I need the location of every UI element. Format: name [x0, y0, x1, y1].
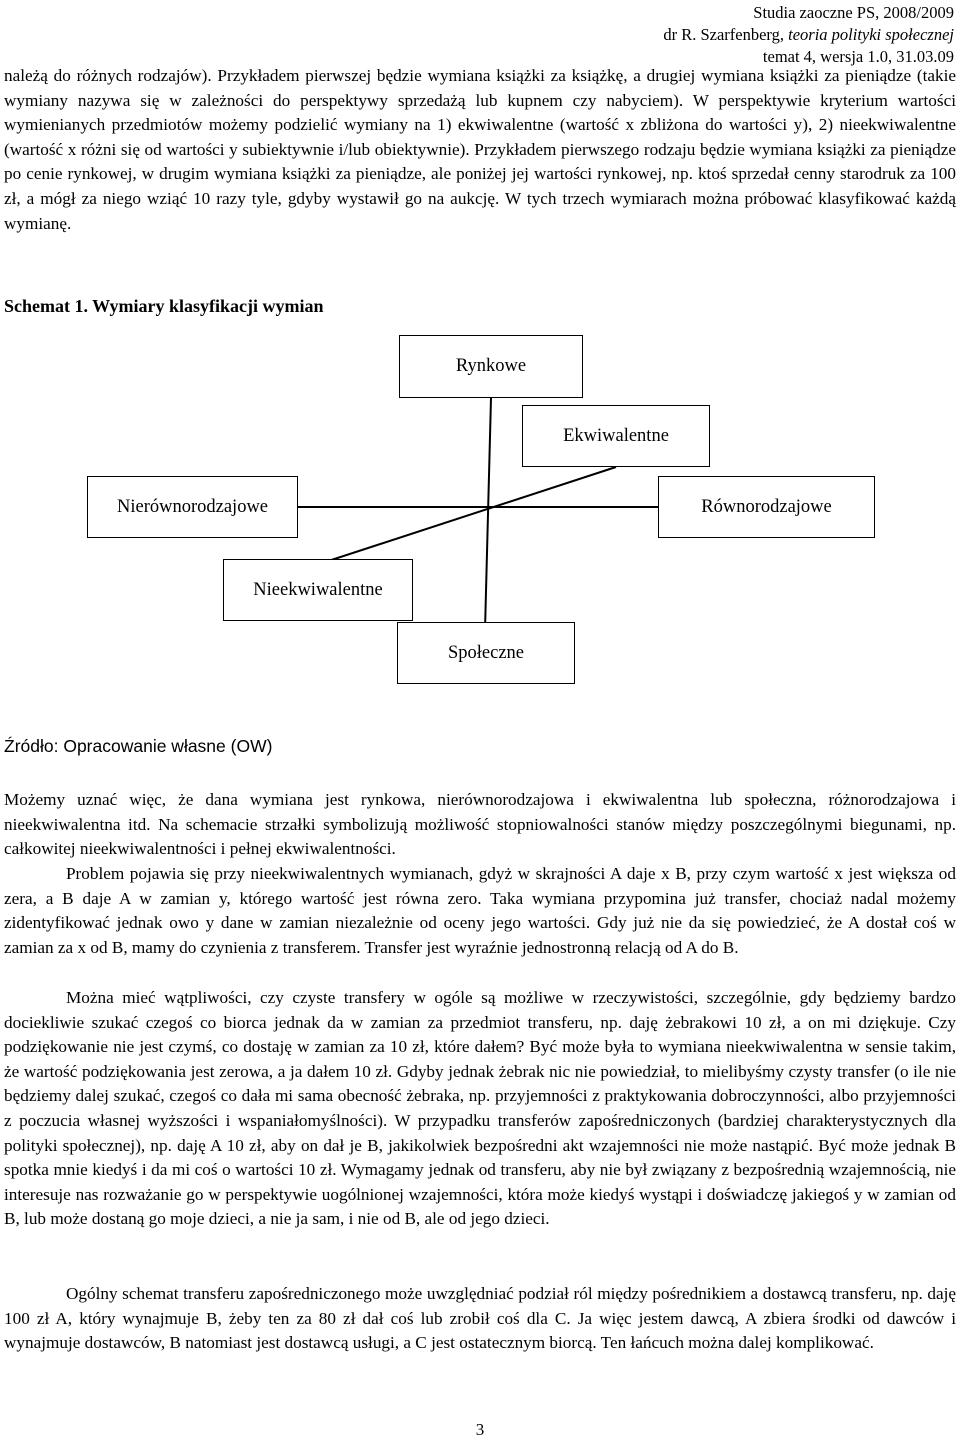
- header-course: teoria polityki społecznej: [788, 25, 954, 44]
- arrow-line-market-social: [485, 398, 491, 630]
- box-nieekwiwalentne: Nieekwiwalentne: [223, 559, 413, 621]
- schema-title: Schemat 1. Wymiary klasyfikacji wymian: [4, 296, 324, 316]
- header-line-1: Studia zaoczne PS, 2008/2009: [753, 3, 954, 22]
- box-spoleczne: Społeczne: [397, 622, 575, 684]
- header-author: dr R. Szarfenberg,: [663, 25, 789, 44]
- paragraph-4: Ogólny schemat transferu zapośredniczonego może uwzględniać podział ról między pośrednikiem a dostawcą transferu, np. daję 100 zł A, który wynajmuje B, żeby ten za 80 zł dał coś lub zrobił coś dla C. Ja więc jestem dawcą, A zbiera środki od dawców i wynajmuje dostawców, B natomiast jest dostawcą usługi, a C jest ostatecznym biorcą. Ten łańcuch można dalej komplikować.: [4, 1284, 956, 1353]
- paragraph-1: Możemy uznać więc, że dana wymiana jest rynkowa, nierównorodzajowa i ekwiwalentna lub społeczna, różnorodzajowa i nieekwiwalentna itd. Na schemacie strzałki symbolizują możliwość stopniowalności stanów między poszczególnymi biegunami, np. całkowitej nieekwiwalentności i pełnej ekwiwalentności.: [4, 790, 956, 859]
- box-ekwiwalentne: Ekwiwalentne: [522, 405, 710, 467]
- paragraph-2: Problem pojawia się przy nieekwiwalentnych wymianach, gdyż w skrajności A daje x B, przy czym wartość x jest większa od zera, a B daje A w zamian y, którego wartość jest równa zero. Taka wymiana przypomina już transfer, chociaż nadal możemy zidentyfikować jednak owo y dane w zamian niezależnie od oceny jego wartości. Gdy już nie da się powiedzieć, że A dostał coś w zamian za x od B, mamy do czynienia z transferem. Transfer jest wyraźnie jednostronną relacją od A do B.: [4, 864, 956, 957]
- intro-paragraph: należą do różnych rodzajów). Przykładem pierwszej będzie wymiana książki za książkę, a drugiej wymiana książki za pieniądze (takie wymiany nazywa się w zależności do perspektywy sprzedażą lub kupnem czy nabyciem). W perspektywie kryterium wartości wymienianych przedmiotów możemy podzielić wymiany na 1) ekwiwalentne (wartość x zbliżona do wartości y), 2) nieekwiwalentne (wartość x różni się od wartości y subiektywnie i/lub obiektywnie). Przykładem pierwszego rodzaju będzie wymiana książki za pieniądze po cenie rynkowej, w drugim wymiana książki za pieniądze, ale poniżej jej wartości rynkowej, np. ktoś sprzedał cenny starodruk za 100 zł, a mógł za niego wziąć 10 razy tyle, gdyby wystawił go na aukcję. W tych trzech wymiarach można próbować klasyfikować każdą wymianę.: [4, 66, 956, 233]
- box-nierownorodzajowe: Nierównorodzajowe: [87, 476, 298, 538]
- header-line-3: temat 4, wersja 1.0, 31.03.09: [762, 47, 954, 66]
- page-number: 3: [475, 1420, 485, 1439]
- box-rynkowe: Rynkowe: [399, 335, 583, 398]
- paragraph-3: Można mieć wątpliwości, czy czyste transfery w ogóle są możliwe w rzeczywistości, szczególnie, gdy będziemy bardzo dociekliwie szukać czegoś co biorca jednak da w zamian za przedmiot transferu, np. daję żebrakowi 10 zł, a on mi dziękuje. Czy podziękowanie nie jest czymś, co dostaję w zamian za 10 zł, które dałem? Być może była to wymiana nieekwiwalentna w sensie takim, że wartość podziękowania jest zerowa, a ja dałem 10 zł. Gdyby jednak żebrak nic nie powiedział, to mielibyśmy czysty transfer (o ile nie będziemy dalej szukać, czegoś co dała mi sama obecność żebraka, np. przyjemności z praktykowania dobroczynności, albo przyjemności z poczucia własnej wyższości i wspaniałomyślności). W przypadku transferów zapośredniczonych (bardziej charakterystycznych dla polityki społecznej), np. daję A 10 zł, aby on dał je B, jakikolwiek bezpośredni akt wzajemności nie może nastąpić. Być może jednak B spotka mnie kiedyś i da mi coś o wartości 10 zł. Wymagamy jednak od transferu, aby nie był związany z bezpośrednią wzajemnością, nie interesuje nas rozważanie go w perspektywie uogólnionej wzajemności, która może kiedyś wystąpi i doświadczę jakiegoś y w zamian od B, lub może dostaną go moje dzieci, a nie ja sam, i nie od B, ale od jego dzieci.: [4, 988, 956, 1229]
- figure-source: Źródło: Opracowanie własne (OW): [4, 736, 273, 756]
- arrow-line-equivalent-nonequivalent: [316, 467, 616, 565]
- box-rownorodzajowe: Równorodzajowe: [658, 476, 875, 538]
